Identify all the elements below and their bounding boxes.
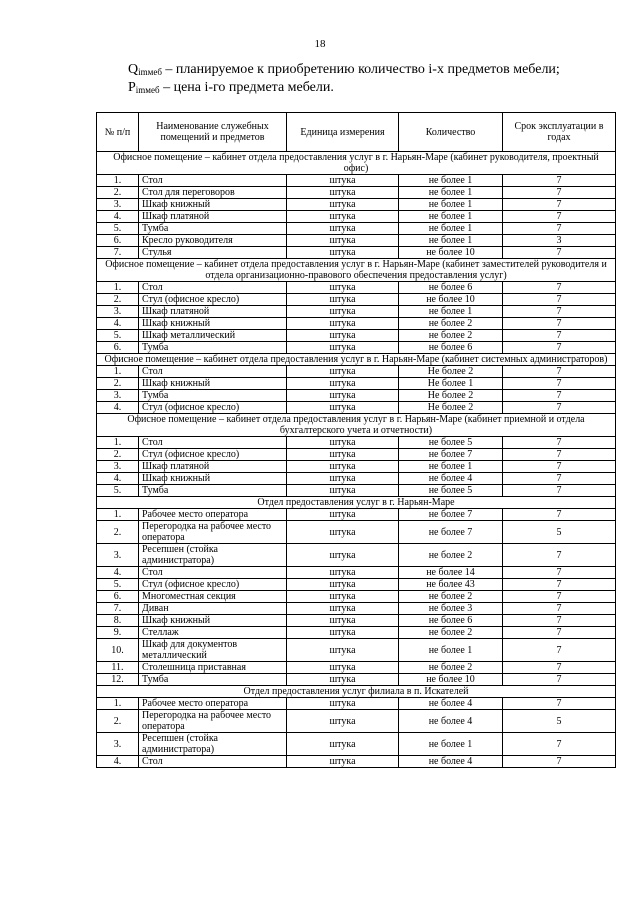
row-number: 4.	[97, 567, 139, 579]
table-row	[97, 211, 616, 223]
table-row	[97, 449, 616, 461]
row-number: 1.	[97, 437, 139, 449]
item-name: Шкаф книжный	[139, 318, 287, 330]
service-life: 7	[503, 674, 616, 686]
table-row	[97, 366, 616, 378]
header-number: № п/п	[97, 113, 139, 152]
service-life: 7	[503, 615, 616, 627]
quantity: не более 43	[399, 579, 503, 591]
service-life: 7	[503, 318, 616, 330]
row-number: 11.	[97, 662, 139, 674]
unit: штука	[287, 199, 399, 211]
row-number: 7.	[97, 603, 139, 615]
table-row	[97, 662, 616, 674]
item-name: Стул (офисное кресло)	[139, 294, 287, 306]
item-name: Шкаф книжный	[139, 378, 287, 390]
table-row	[97, 378, 616, 390]
unit: штука	[287, 247, 399, 259]
service-life: 7	[503, 330, 616, 342]
quantity: не более 3	[399, 603, 503, 615]
quantity: не более 2	[399, 330, 503, 342]
section-title: Офисное помещение – кабинет отдела предоставления услуг в г. Нарьян-Маре (кабинет системных администраторов)	[97, 354, 616, 366]
table-row	[97, 615, 616, 627]
quantity: не более 6	[399, 615, 503, 627]
unit: штука	[287, 187, 399, 199]
row-number: 4.	[97, 473, 139, 485]
table-header-row	[97, 113, 616, 152]
service-life: 7	[503, 390, 616, 402]
unit: штука	[287, 591, 399, 603]
table-row	[97, 247, 616, 259]
item-name: Рабочее место оператора	[139, 509, 287, 521]
table-row	[97, 199, 616, 211]
service-life: 7	[503, 366, 616, 378]
row-number: 3.	[97, 544, 139, 567]
quantity: не более 1	[399, 199, 503, 211]
quantity: не более 10	[399, 294, 503, 306]
item-name: Стул (офисное кресло)	[139, 402, 287, 414]
service-life: 7	[503, 282, 616, 294]
service-life: 7	[503, 199, 616, 211]
quantity: не более 1	[399, 235, 503, 247]
row-number: 3.	[97, 390, 139, 402]
item-name: Тумба	[139, 342, 287, 354]
row-number: 3.	[97, 733, 139, 756]
section-row	[97, 354, 616, 366]
row-number: 5.	[97, 223, 139, 235]
unit: штука	[287, 330, 399, 342]
unit: штука	[287, 449, 399, 461]
item-name: Ресепшен (стойка администратора)	[139, 544, 287, 567]
table-row	[97, 591, 616, 603]
unit: штука	[287, 175, 399, 187]
table-row	[97, 579, 616, 591]
section-title: Отдел предоставления услуг в г. Нарьян-Маре	[97, 497, 616, 509]
service-life: 7	[503, 402, 616, 414]
quantity: не более 1	[399, 306, 503, 318]
service-life: 7	[503, 485, 616, 497]
unit: штука	[287, 544, 399, 567]
item-name: Ресепшен (стойка администратора)	[139, 733, 287, 756]
service-life: 7	[503, 591, 616, 603]
table-row	[97, 733, 616, 756]
unit: штука	[287, 567, 399, 579]
service-life: 7	[503, 579, 616, 591]
unit: штука	[287, 437, 399, 449]
quantity: не более 1	[399, 733, 503, 756]
row-number: 10.	[97, 639, 139, 662]
table-row	[97, 461, 616, 473]
item-name: Тумба	[139, 485, 287, 497]
service-life: 5	[503, 521, 616, 544]
row-number: 1.	[97, 175, 139, 187]
item-name: Тумба	[139, 390, 287, 402]
row-number: 1.	[97, 509, 139, 521]
row-number: 2.	[97, 710, 139, 733]
formula-legend	[128, 62, 560, 98]
row-number: 7.	[97, 247, 139, 259]
row-number: 1.	[97, 282, 139, 294]
header-quantity: Количество	[399, 113, 503, 152]
table-row	[97, 521, 616, 544]
table-row	[97, 710, 616, 733]
table-row	[97, 567, 616, 579]
quantity: не более 4	[399, 698, 503, 710]
section-title: Офисное помещение – кабинет отдела предоставления услуг в г. Нарьян-Маре (кабинет приемной и отдела бухгалтерского учета и отчетности)	[97, 414, 616, 437]
row-number: 8.	[97, 615, 139, 627]
item-name: Перегородка на рабочее место оператора	[139, 710, 287, 733]
table-row	[97, 627, 616, 639]
service-life: 7	[503, 662, 616, 674]
legend-subscript: imмеб	[135, 85, 160, 95]
unit: штука	[287, 366, 399, 378]
row-number: 9.	[97, 627, 139, 639]
legend-text: – планируемое к приобретению количество i-х предметов мебели;	[161, 62, 560, 77]
legend-line-p	[128, 80, 560, 98]
unit: штука	[287, 235, 399, 247]
service-life: 7	[503, 698, 616, 710]
quantity: не более 5	[399, 437, 503, 449]
quantity: не более 4	[399, 756, 503, 768]
unit: штука	[287, 603, 399, 615]
item-name: Кресло руководителя	[139, 235, 287, 247]
legend-text: – цена i-го предмета мебели.	[159, 80, 334, 95]
quantity: Не более 1	[399, 378, 503, 390]
unit: штука	[287, 461, 399, 473]
section-row	[97, 414, 616, 437]
item-name: Стол для переговоров	[139, 187, 287, 199]
row-number: 12.	[97, 674, 139, 686]
row-number: 2.	[97, 294, 139, 306]
quantity: Не более 2	[399, 366, 503, 378]
table-row	[97, 282, 616, 294]
legend-symbol: P	[128, 80, 136, 95]
service-life: 7	[503, 461, 616, 473]
quantity: не более 1	[399, 639, 503, 662]
service-life: 7	[503, 473, 616, 485]
unit: штука	[287, 378, 399, 390]
header-unit: Единица измерения	[287, 113, 399, 152]
table-row	[97, 342, 616, 354]
service-life: 7	[503, 342, 616, 354]
quantity: не более 7	[399, 509, 503, 521]
table-row	[97, 698, 616, 710]
quantity: не более 1	[399, 187, 503, 199]
table-row	[97, 674, 616, 686]
row-number: 6.	[97, 235, 139, 247]
row-number: 5.	[97, 579, 139, 591]
unit: штука	[287, 579, 399, 591]
item-name: Столешница приставная	[139, 662, 287, 674]
service-life: 7	[503, 294, 616, 306]
table-row	[97, 473, 616, 485]
service-life: 7	[503, 187, 616, 199]
quantity: Не более 2	[399, 402, 503, 414]
table-row	[97, 187, 616, 199]
table-body	[97, 152, 616, 768]
quantity: не более 2	[399, 318, 503, 330]
page-number: 18	[314, 38, 326, 50]
unit: штука	[287, 473, 399, 485]
row-number: 2.	[97, 378, 139, 390]
section-row	[97, 686, 616, 698]
item-name: Стол	[139, 366, 287, 378]
unit: штука	[287, 756, 399, 768]
service-life: 7	[503, 509, 616, 521]
unit: штука	[287, 674, 399, 686]
table-row	[97, 318, 616, 330]
quantity: не более 10	[399, 674, 503, 686]
quantity: Не более 2	[399, 390, 503, 402]
item-name: Стеллаж	[139, 627, 287, 639]
table-row	[97, 402, 616, 414]
item-name: Перегородка на рабочее место оператора	[139, 521, 287, 544]
item-name: Стол	[139, 567, 287, 579]
item-name: Шкаф для документов металлический	[139, 639, 287, 662]
quantity: не более 7	[399, 521, 503, 544]
row-number: 4.	[97, 318, 139, 330]
row-number: 3.	[97, 461, 139, 473]
furniture-table	[96, 112, 616, 768]
table-row	[97, 175, 616, 187]
item-name: Многоместная секция	[139, 591, 287, 603]
table-row	[97, 294, 616, 306]
service-life: 7	[503, 211, 616, 223]
table-row	[97, 485, 616, 497]
legend-line-q	[128, 62, 560, 80]
row-number: 6.	[97, 342, 139, 354]
item-name: Стол	[139, 282, 287, 294]
row-number: 1.	[97, 366, 139, 378]
row-number: 4.	[97, 211, 139, 223]
unit: штука	[287, 509, 399, 521]
unit: штука	[287, 282, 399, 294]
quantity: не более 6	[399, 342, 503, 354]
legend-symbol: Q	[128, 62, 139, 77]
quantity: не более 7	[399, 449, 503, 461]
service-life: 7	[503, 756, 616, 768]
item-name: Стол	[139, 756, 287, 768]
service-life: 7	[503, 627, 616, 639]
item-name: Тумба	[139, 223, 287, 235]
table-row	[97, 330, 616, 342]
quantity: не более 4	[399, 473, 503, 485]
table-row	[97, 639, 616, 662]
item-name: Шкаф книжный	[139, 615, 287, 627]
row-number: 1.	[97, 698, 139, 710]
table-row	[97, 390, 616, 402]
table-row	[97, 235, 616, 247]
item-name: Стол	[139, 437, 287, 449]
service-life: 7	[503, 223, 616, 235]
item-name: Стул (офисное кресло)	[139, 579, 287, 591]
unit: штука	[287, 402, 399, 414]
section-row	[97, 152, 616, 175]
service-life: 7	[503, 306, 616, 318]
item-name: Шкаф книжный	[139, 199, 287, 211]
item-name: Шкаф металлический	[139, 330, 287, 342]
service-life: 7	[503, 437, 616, 449]
row-number: 4.	[97, 402, 139, 414]
unit: штука	[287, 306, 399, 318]
item-name: Шкаф книжный	[139, 473, 287, 485]
item-name: Шкаф платяной	[139, 461, 287, 473]
row-number: 3.	[97, 199, 139, 211]
item-name: Шкаф платяной	[139, 306, 287, 318]
quantity: не более 2	[399, 627, 503, 639]
section-title: Офисное помещение – кабинет отдела предоставления услуг в г. Нарьян-Маре (кабинет заместителей руководителя и отдела организационно-правового обеспечения предоставления услуг)	[97, 259, 616, 282]
table-row	[97, 306, 616, 318]
item-name: Стул (офисное кресло)	[139, 449, 287, 461]
item-name: Шкаф платяной	[139, 211, 287, 223]
unit: штука	[287, 698, 399, 710]
quantity: не более 4	[399, 710, 503, 733]
quantity: не более 2	[399, 544, 503, 567]
quantity: не более 2	[399, 662, 503, 674]
service-life: 7	[503, 544, 616, 567]
quantity: не более 1	[399, 211, 503, 223]
quantity: не более 1	[399, 461, 503, 473]
unit: штука	[287, 223, 399, 235]
row-number: 2.	[97, 521, 139, 544]
quantity: не более 6	[399, 282, 503, 294]
table-row	[97, 437, 616, 449]
item-name: Стол	[139, 175, 287, 187]
unit: штука	[287, 342, 399, 354]
service-life: 3	[503, 235, 616, 247]
service-life: 7	[503, 639, 616, 662]
item-name: Тумба	[139, 674, 287, 686]
quantity: не более 14	[399, 567, 503, 579]
unit: штука	[287, 318, 399, 330]
table-row	[97, 544, 616, 567]
unit: штука	[287, 639, 399, 662]
section-row	[97, 497, 616, 509]
unit: штука	[287, 294, 399, 306]
legend-subscript: imмеб	[138, 67, 162, 77]
quantity: не более 1	[399, 223, 503, 235]
table-row	[97, 603, 616, 615]
table-row	[97, 509, 616, 521]
service-life: 7	[503, 603, 616, 615]
header-name: Наименование служебных помещений и предметов	[139, 113, 287, 152]
item-name: Рабочее место оператора	[139, 698, 287, 710]
service-life: 7	[503, 449, 616, 461]
row-number: 2.	[97, 449, 139, 461]
service-life: 7	[503, 567, 616, 579]
section-row	[97, 259, 616, 282]
row-number: 5.	[97, 485, 139, 497]
row-number: 6.	[97, 591, 139, 603]
table-row	[97, 756, 616, 768]
row-number: 4.	[97, 756, 139, 768]
quantity: не более 5	[399, 485, 503, 497]
quantity: не более 2	[399, 591, 503, 603]
unit: штука	[287, 485, 399, 497]
service-life: 7	[503, 733, 616, 756]
header-term: Срок эксплуатации в годах	[503, 113, 616, 152]
item-name: Диван	[139, 603, 287, 615]
unit: штука	[287, 733, 399, 756]
row-number: 2.	[97, 187, 139, 199]
unit: штука	[287, 615, 399, 627]
unit: штука	[287, 710, 399, 733]
service-life: 5	[503, 710, 616, 733]
row-number: 5.	[97, 330, 139, 342]
unit: штука	[287, 211, 399, 223]
row-number: 3.	[97, 306, 139, 318]
unit: штука	[287, 662, 399, 674]
section-title: Отдел предоставления услуг филиала в п. Искателей	[97, 686, 616, 698]
item-name: Стулья	[139, 247, 287, 259]
section-title: Офисное помещение – кабинет отдела предоставления услуг в г. Нарьян-Маре (кабинет руководителя, проектный офис)	[97, 152, 616, 175]
unit: штука	[287, 627, 399, 639]
unit: штука	[287, 521, 399, 544]
service-life: 7	[503, 378, 616, 390]
service-life: 7	[503, 175, 616, 187]
service-life: 7	[503, 247, 616, 259]
quantity: не более 10	[399, 247, 503, 259]
quantity: не более 1	[399, 175, 503, 187]
table-row	[97, 223, 616, 235]
unit: штука	[287, 390, 399, 402]
